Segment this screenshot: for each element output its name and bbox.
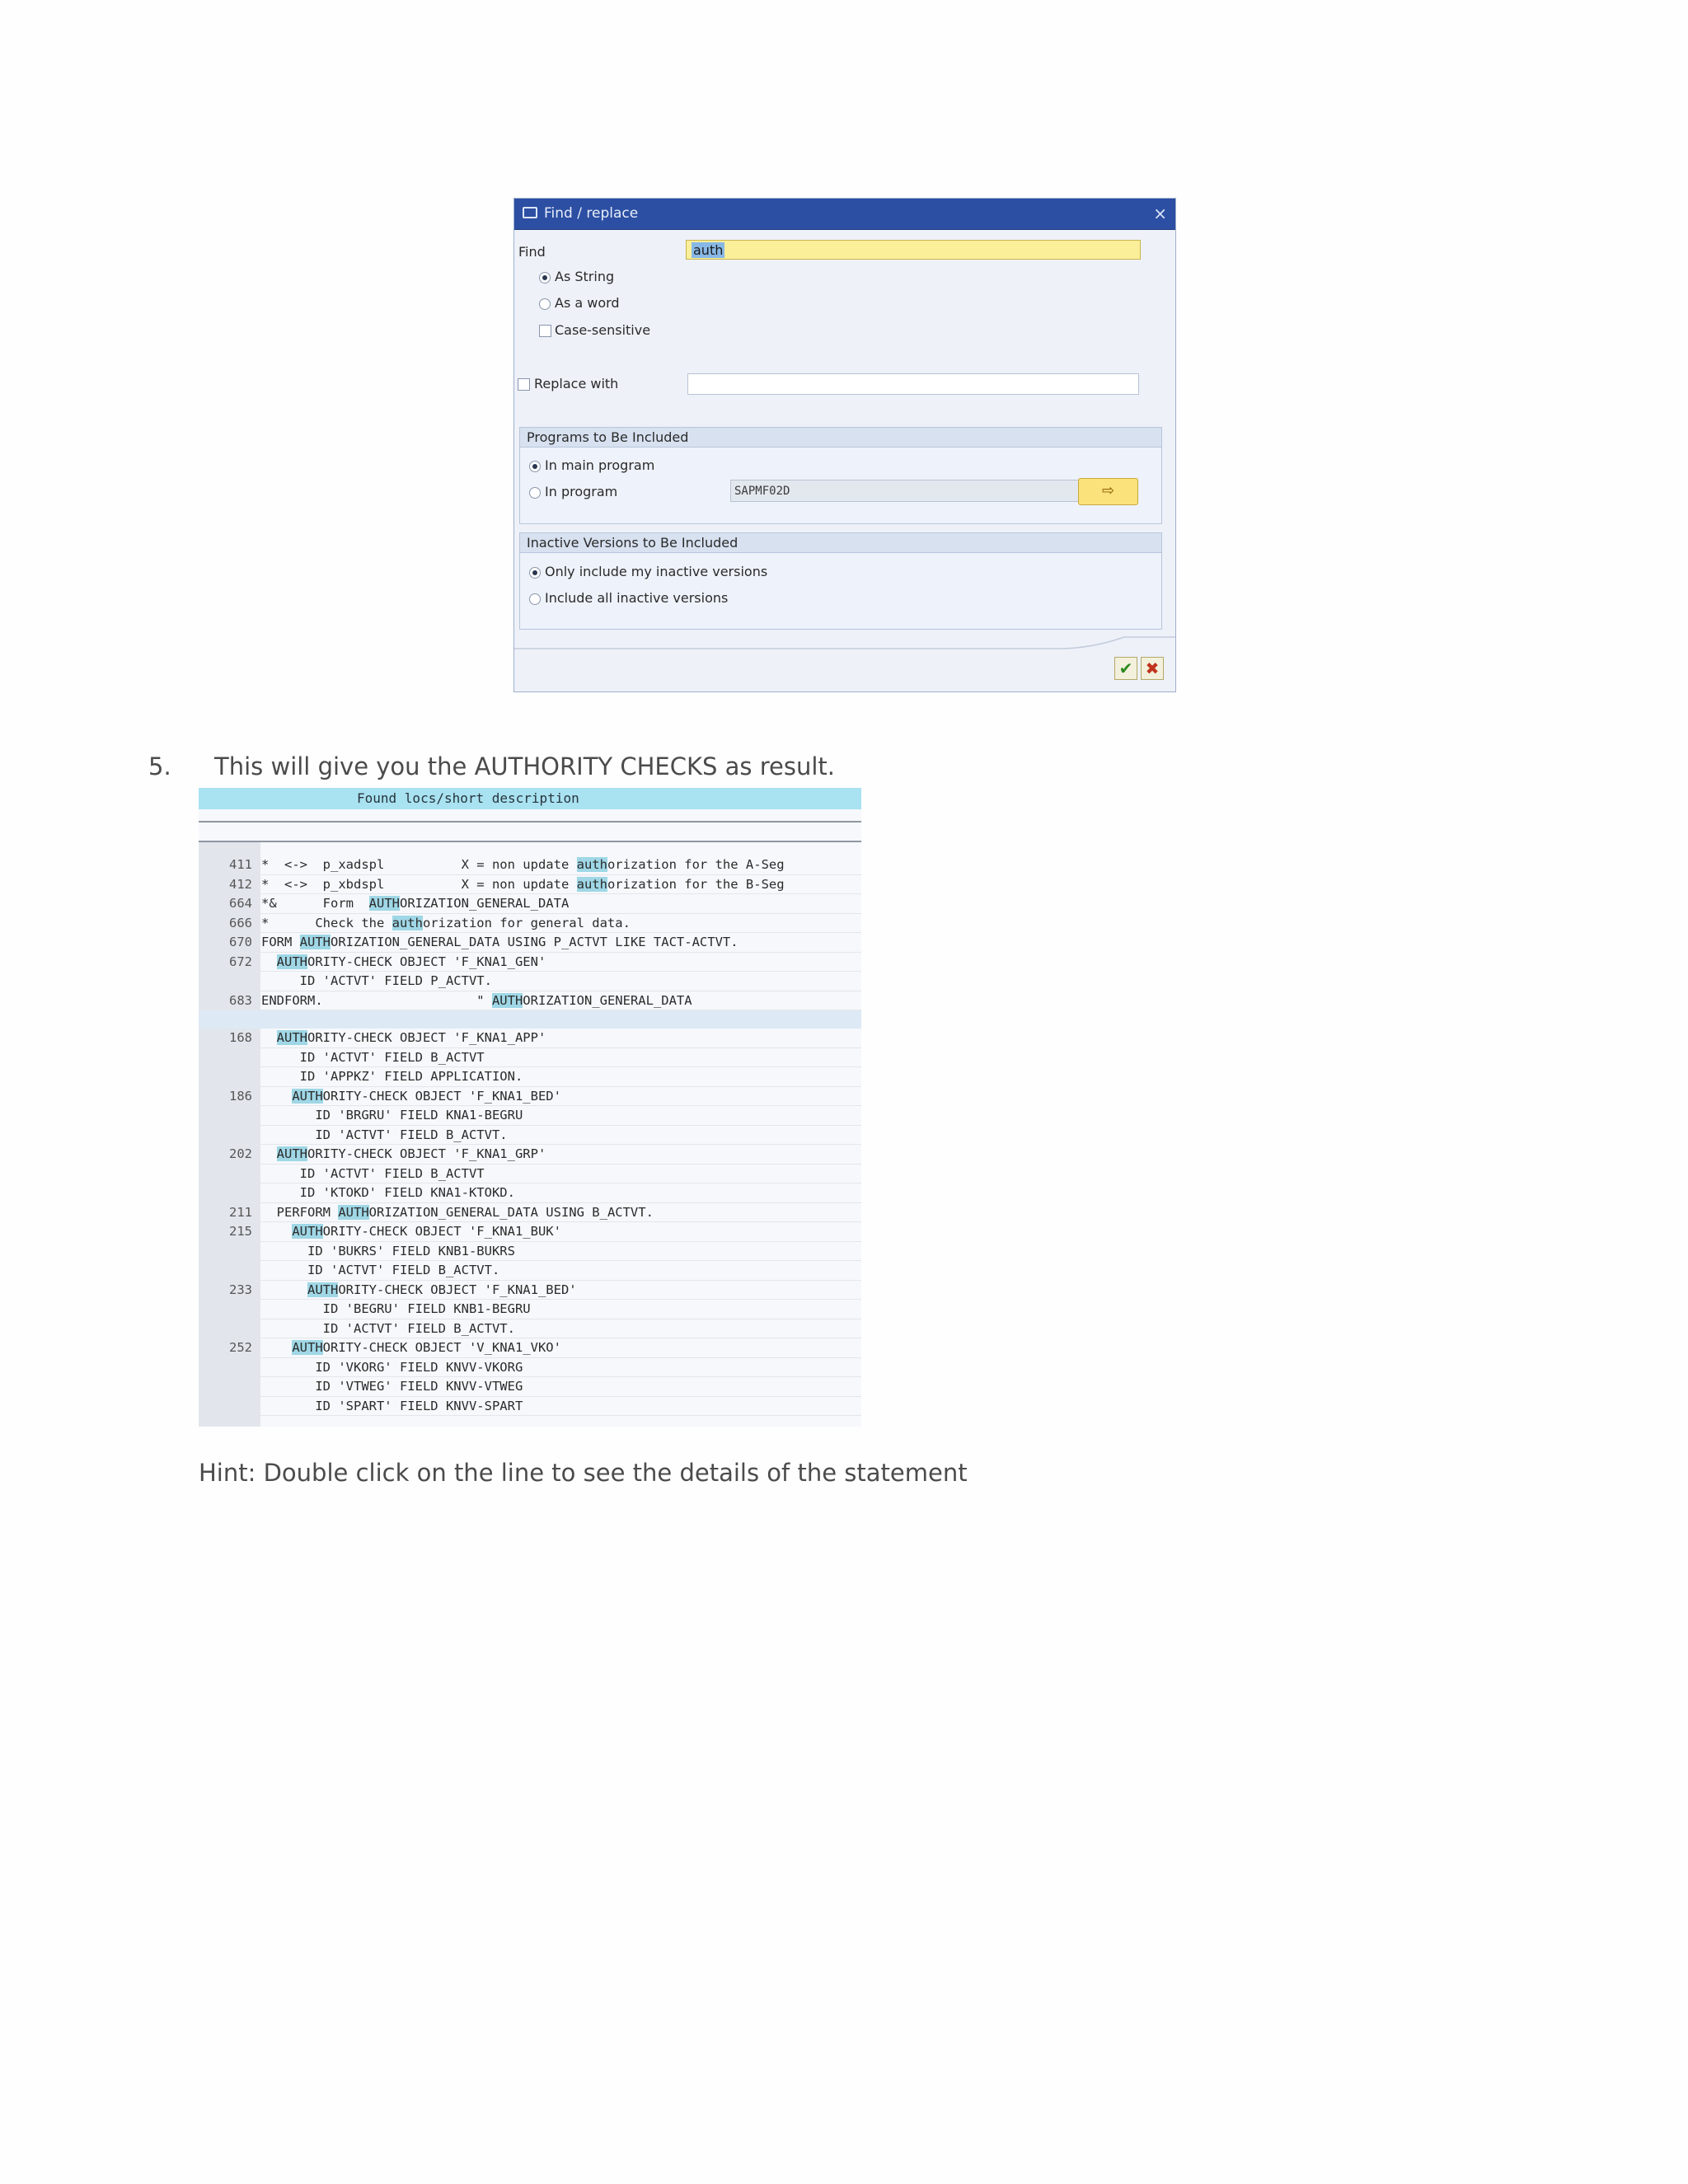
result-row[interactable] — [199, 1010, 861, 1029]
dialog-title: Find / replace — [544, 205, 639, 222]
result-row[interactable] — [199, 855, 861, 875]
match-highlight: AUTH — [276, 1030, 307, 1045]
result-row[interactable] — [199, 1183, 861, 1203]
step-text: This will give you the AUTHORITY CHECKS as result. — [214, 752, 835, 780]
as-string-label: As String — [555, 269, 615, 284]
result-line-number: 202 — [229, 1146, 252, 1161]
match-highlight: AUTH — [292, 1340, 323, 1355]
result-text: PERFORM AUTHORIZATION_GENERAL_DATA USING B_ACTVT. — [261, 1204, 654, 1220]
result-row[interactable] — [199, 1397, 861, 1417]
result-row[interactable] — [199, 1358, 861, 1378]
result-text: AUTHORITY-CHECK OBJECT 'F_KNA1_BED' — [292, 1088, 561, 1104]
case-sensitive-label: Case-sensitive — [555, 322, 651, 338]
result-text: * Check the authorization for general data. — [261, 915, 631, 930]
result-row[interactable] — [199, 1203, 861, 1223]
result-row[interactable] — [199, 1281, 861, 1301]
result-line-number: 411 — [229, 857, 252, 872]
result-text: *& Form AUTHORIZATION_GENERAL_DATA — [261, 896, 570, 911]
dialog-footer-divider — [514, 634, 1175, 650]
replace-with-label: Replace with — [534, 376, 619, 391]
inactive-versions-group — [519, 532, 1162, 630]
result-row[interactable] — [199, 1300, 861, 1319]
result-text: ID 'APPKZ' FIELD APPLICATION. — [261, 1069, 523, 1084]
search-results-panel — [199, 788, 861, 1427]
result-row[interactable] — [199, 1165, 861, 1184]
find-label: Find — [518, 244, 546, 260]
find-input[interactable] — [686, 240, 1141, 260]
result-text: * <-> p_xadspl X = non update authorization for the A-Seg — [261, 857, 785, 872]
result-row[interactable] — [199, 1377, 861, 1397]
results-header-label: Found locs/short description — [357, 790, 579, 806]
main-program-label: In main program — [545, 457, 655, 473]
as-string-radio[interactable] — [539, 272, 551, 284]
checkmark-icon: ✔ — [1118, 658, 1133, 678]
match-highlight: AUTH — [276, 1146, 307, 1161]
result-line-number: 670 — [229, 935, 252, 949]
result-row[interactable] — [199, 1242, 861, 1262]
match-highlight: AUTH — [368, 896, 400, 911]
in-program-radio[interactable] — [529, 487, 541, 499]
match-highlight: AUTH — [292, 1224, 323, 1239]
match-highlight: AUTH — [276, 954, 307, 969]
result-row[interactable] — [199, 875, 861, 895]
result-text: AUTHORITY-CHECK OBJECT 'F_KNA1_BUK' — [292, 1224, 561, 1239]
close-icon[interactable]: × — [1153, 204, 1167, 223]
result-text: FORM AUTHORIZATION_GENERAL_DATA USING P_ACTVT LIKE TACT-ACTVT. — [261, 935, 738, 949]
result-line-number: 672 — [229, 954, 252, 969]
result-line-number: 168 — [229, 1030, 252, 1045]
only-mine-radio[interactable] — [529, 567, 541, 579]
result-row[interactable] — [199, 914, 861, 934]
find-input-value: auth — [693, 242, 724, 258]
result-text: ID 'BRGRU' FIELD KNA1-BEGRU — [261, 1108, 523, 1122]
results-header — [199, 788, 861, 809]
program-input[interactable]: SAPMF02D — [730, 480, 1085, 502]
results-rows — [199, 855, 861, 1416]
match-highlight: AUTH — [292, 1088, 323, 1104]
result-line-number: 683 — [229, 992, 252, 1008]
inactive-group-title: Inactive Versions to Be Included — [520, 533, 1161, 553]
result-text: ID 'ACTVT' FIELD B_ACTVT. — [261, 1263, 500, 1277]
result-row[interactable] — [199, 1261, 861, 1281]
result-row[interactable] — [199, 1087, 861, 1107]
result-line-number: 252 — [229, 1340, 252, 1355]
result-row[interactable] — [199, 953, 861, 972]
match-highlight: AUTH — [299, 935, 331, 949]
results-divider — [199, 841, 861, 842]
match-highlight: AUTH — [307, 1282, 339, 1297]
result-text: AUTHORITY-CHECK OBJECT 'F_KNA1_BED' — [307, 1282, 577, 1297]
only-mine-label: Only include my inactive versions — [545, 564, 768, 579]
result-text: ID 'ACTVT' FIELD B_ACTVT. — [261, 1320, 515, 1336]
replace-with-checkbox[interactable] — [518, 378, 530, 391]
result-row[interactable] — [199, 1029, 861, 1048]
result-line-number: 215 — [229, 1224, 252, 1239]
result-line-number: 664 — [229, 896, 252, 911]
result-row[interactable] — [199, 1145, 861, 1165]
result-row[interactable] — [199, 894, 861, 914]
result-text: ID 'ACTVT' FIELD B_ACTVT — [261, 1165, 485, 1181]
result-text: AUTHORITY-CHECK OBJECT 'V_KNA1_VKO' — [292, 1340, 561, 1355]
result-row[interactable] — [199, 1126, 861, 1146]
find-replace-dialog — [513, 198, 1176, 692]
include-all-radio[interactable] — [529, 593, 541, 605]
result-line-number: 412 — [229, 876, 252, 892]
result-text: ID 'VTWEG' FIELD KNVV-VTWEG — [261, 1379, 523, 1394]
dialog-window-icon — [523, 207, 537, 218]
result-row[interactable] — [199, 1067, 861, 1087]
arrow-right-icon: ⇨ — [1101, 482, 1115, 499]
result-line-number: 186 — [229, 1088, 252, 1104]
match-highlight: auth — [392, 915, 423, 930]
result-text: ID 'ACTVT' FIELD B_ACTVT. — [261, 1127, 508, 1142]
result-row[interactable] — [199, 972, 861, 991]
result-row[interactable] — [199, 991, 861, 1011]
step-number: 5. — [148, 752, 171, 780]
include-all-label: Include all inactive versions — [545, 590, 729, 606]
confirm-button[interactable] — [1114, 657, 1137, 680]
results-divider — [199, 821, 861, 823]
result-text: AUTHORITY-CHECK OBJECT 'F_KNA1_GEN' — [276, 954, 546, 969]
match-highlight: AUTH — [338, 1204, 369, 1220]
hint-text: Hint: Double click on the line to see the details of the statement — [199, 1459, 968, 1487]
result-line-number: 211 — [229, 1204, 252, 1220]
match-highlight: AUTH — [491, 992, 523, 1008]
result-line-number: 666 — [229, 915, 252, 930]
match-highlight: auth — [576, 857, 607, 872]
cancel-x-icon: ✖ — [1145, 658, 1160, 678]
result-text: ID 'BEGRU' FIELD KNB1-BEGRU — [261, 1301, 531, 1316]
program-select-button[interactable] — [1078, 478, 1138, 505]
result-row[interactable] — [199, 1048, 861, 1068]
result-text: AUTHORITY-CHECK OBJECT 'F_KNA1_APP' — [276, 1030, 546, 1045]
result-text: ID 'ACTVT' FIELD P_ACTVT. — [261, 973, 492, 988]
match-highlight: auth — [576, 876, 607, 892]
result-row[interactable] — [199, 1222, 861, 1242]
result-text: ID 'KTOKD' FIELD KNA1-KTOKD. — [261, 1185, 515, 1200]
result-row[interactable] — [199, 1106, 861, 1126]
dialog-title-bar — [514, 199, 1175, 230]
replace-input[interactable] — [687, 373, 1139, 395]
result-text: ID 'SPART' FIELD KNVV-SPART — [261, 1398, 523, 1413]
result-text: ID 'ACTVT' FIELD B_ACTVT — [261, 1049, 485, 1065]
in-program-label: In program — [545, 484, 618, 499]
result-row[interactable] — [199, 1338, 861, 1358]
cancel-button[interactable] — [1141, 657, 1164, 680]
result-row[interactable] — [199, 1319, 861, 1339]
programs-group-title: Programs to Be Included — [520, 428, 1161, 448]
result-text: ID 'BUKRS' FIELD KNB1-BUKRS — [261, 1243, 515, 1258]
as-word-label: As a word — [555, 295, 620, 311]
programs-group — [519, 427, 1162, 524]
result-text: ID 'VKORG' FIELD KNVV-VKORG — [261, 1359, 523, 1375]
result-text: AUTHORITY-CHECK OBJECT 'F_KNA1_GRP' — [276, 1146, 546, 1161]
result-line-number: 233 — [229, 1282, 252, 1297]
result-row[interactable] — [199, 933, 861, 953]
main-program-radio[interactable] — [529, 461, 541, 472]
result-text: ENDFORM. " AUTHORIZATION_GENERAL_DATA — [261, 992, 692, 1008]
case-sensitive-checkbox[interactable] — [539, 325, 551, 337]
result-text: * <-> p_xbdspl X = non update authorization for the B-Seg — [261, 876, 785, 892]
as-word-radio[interactable] — [539, 298, 551, 310]
